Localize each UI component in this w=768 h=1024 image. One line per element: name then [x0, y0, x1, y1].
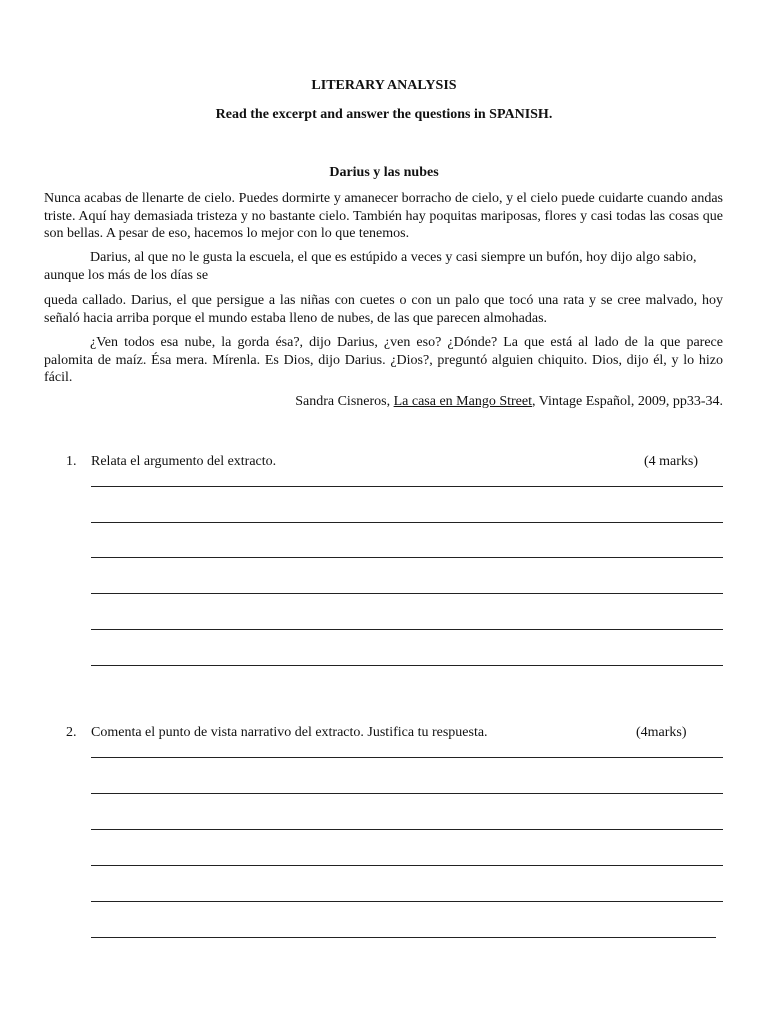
- question-text: Comenta el punto de vista narrativo del extracto. Justifica tu respuesta.: [91, 725, 488, 740]
- citation-book-title: La casa en Mango Street: [393, 394, 532, 409]
- document-instructions: Read the excerpt and answer the questions in SPANISH.: [215, 107, 553, 122]
- answer-line[interactable]: [91, 629, 723, 630]
- answer-line[interactable]: [91, 757, 723, 758]
- passage-paragraph: Darius, al que no le gusta la escuela, el que es estúpido a veces y casi siempre un bufón, hoy dijo algo sabio, aunque los más de los días se: [44, 250, 697, 283]
- answer-line[interactable]: [91, 865, 723, 866]
- answer-line[interactable]: [91, 593, 723, 594]
- question-number: 2.: [66, 725, 77, 740]
- citation-details: , Vintage Español, 2009, pp33-34.: [532, 394, 723, 409]
- passage-title: Darius y las nubes: [329, 165, 439, 180]
- question-number: 1.: [66, 454, 77, 469]
- passage-paragraph: ¿Ven todos esa nube, la gorda ésa?, dijo Darius, ¿ven eso? ¿Dónde? La que está al lado de la que parece palomita de maíz. Ésa mera. Mírenla. Es Dios, dijo Darius. ¿Dios?, preguntó alguien chiquito. Dios, dijo él, y lo hizo fácil.: [44, 335, 723, 385]
- answer-line[interactable]: [91, 793, 723, 794]
- answer-line[interactable]: [91, 829, 723, 830]
- answer-line[interactable]: [91, 522, 723, 523]
- answer-line[interactable]: [91, 486, 723, 487]
- answer-line[interactable]: [91, 557, 723, 558]
- answer-line[interactable]: [91, 901, 723, 902]
- passage-paragraph: queda callado. Darius, el que persigue a las niñas con cuetes o con un palo que tocó una rata y se cree malvado, hoy señaló hacia arriba porque el mundo estaba lleno de nubes, de las que parecen almohadas.: [44, 293, 723, 326]
- document-title: LITERARY ANALYSIS: [311, 78, 457, 93]
- question-text: Relata el argumento del extracto.: [91, 454, 277, 469]
- question-marks: (4marks): [636, 725, 687, 740]
- answer-line[interactable]: [91, 665, 723, 666]
- citation-author: Sandra Cisneros,: [295, 394, 394, 409]
- passage-citation: [44, 394, 723, 410]
- passage-paragraph: Nunca acabas de llenarte de cielo. Puedes dormirte y amanecer borracho de cielo, y el cielo puede cuidarte cuando andas triste. Aquí hay demasiada tristeza y no bastante cielo. También hay poquitas mariposas, flores y casi todas las cosas que son bellas. A pesar de eso, hacemos lo mejor con lo que tenemos.: [44, 191, 723, 241]
- answer-line[interactable]: [91, 937, 716, 938]
- question-marks: (4 marks): [644, 454, 699, 469]
